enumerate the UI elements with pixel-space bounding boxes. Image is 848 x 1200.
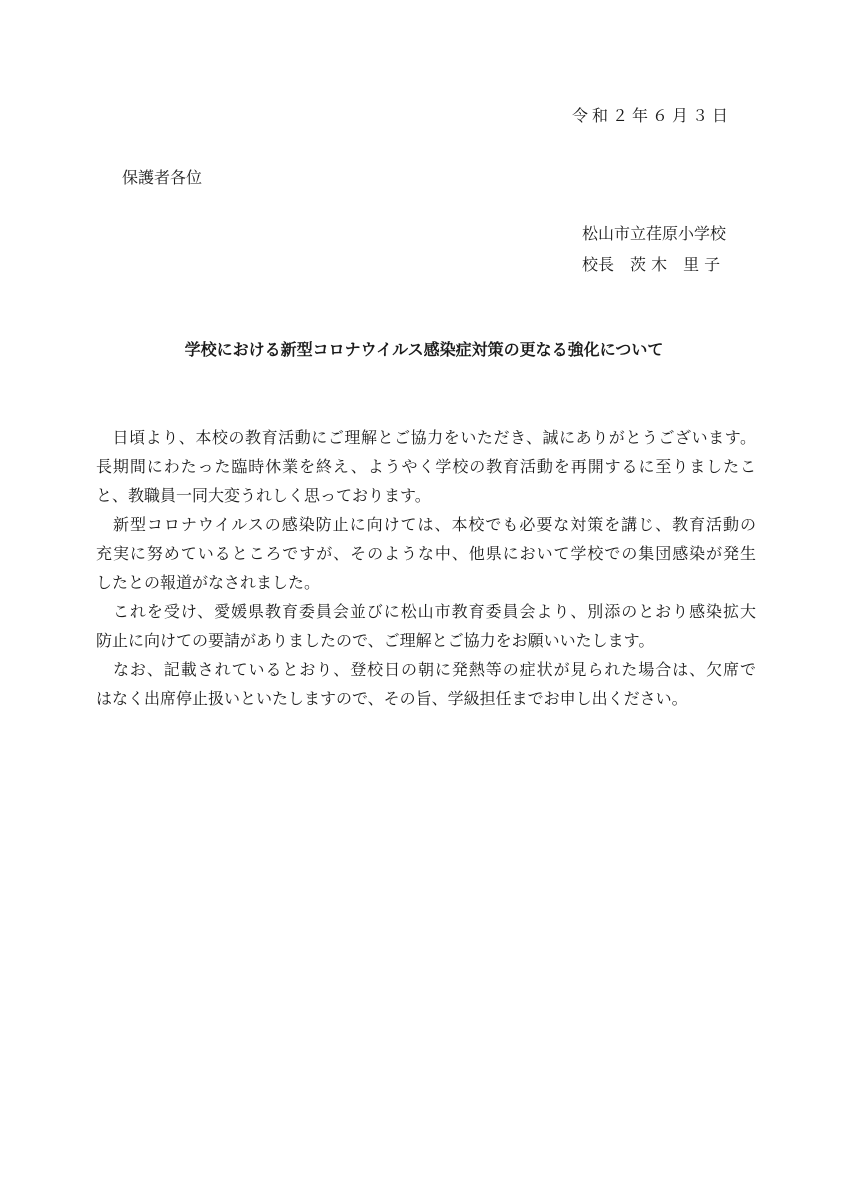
body-line: なお、記載されているとおり、登校日の朝に発熱等の症状が見られた場合は、欠席で	[96, 660, 756, 679]
body-line: 長期間にわたった臨時休業を終え、ようやく学校の教育活動を再開するに至りましたこ	[96, 457, 756, 476]
body-line: 日頃より、本校の教育活動にご理解とご協力をいただき、誠にありがとうございます。	[96, 428, 756, 447]
addressee: 保護者各位	[122, 168, 203, 187]
sender-principal: 校長 茨 木 里 子	[582, 255, 721, 274]
document-title: 学校における新型コロナウイルス感染症対策の更なる強化について	[184, 340, 664, 359]
body-line: と、教職員一同大変うれしく思っております。	[96, 486, 431, 505]
body-line: はなく出席停止扱いといたしますので、その旨、学級担任までお申し出ください。	[96, 689, 688, 708]
body-line: 新型コロナウイルスの感染防止に向けては、本校でも必要な対策を講じ、教育活動の	[96, 515, 756, 534]
document-date: 令和２年６月３日	[571, 106, 732, 125]
body-line: これを受け、愛媛県教育委員会並びに松山市教育委員会より、別添のとおり感染拡大	[96, 602, 756, 621]
body-line: 充実に努めているところですが、そのような中、他県において学校での集団感染が発生	[96, 544, 756, 563]
document-body	[96, 423, 756, 713]
body-line: したとの報道がなされました。	[96, 573, 321, 592]
sender-school: 松山市立荏原小学校	[582, 224, 727, 243]
body-line: 防止に向けての要請がありましたので、ご理解とご協力をお願いいたします。	[96, 631, 655, 650]
